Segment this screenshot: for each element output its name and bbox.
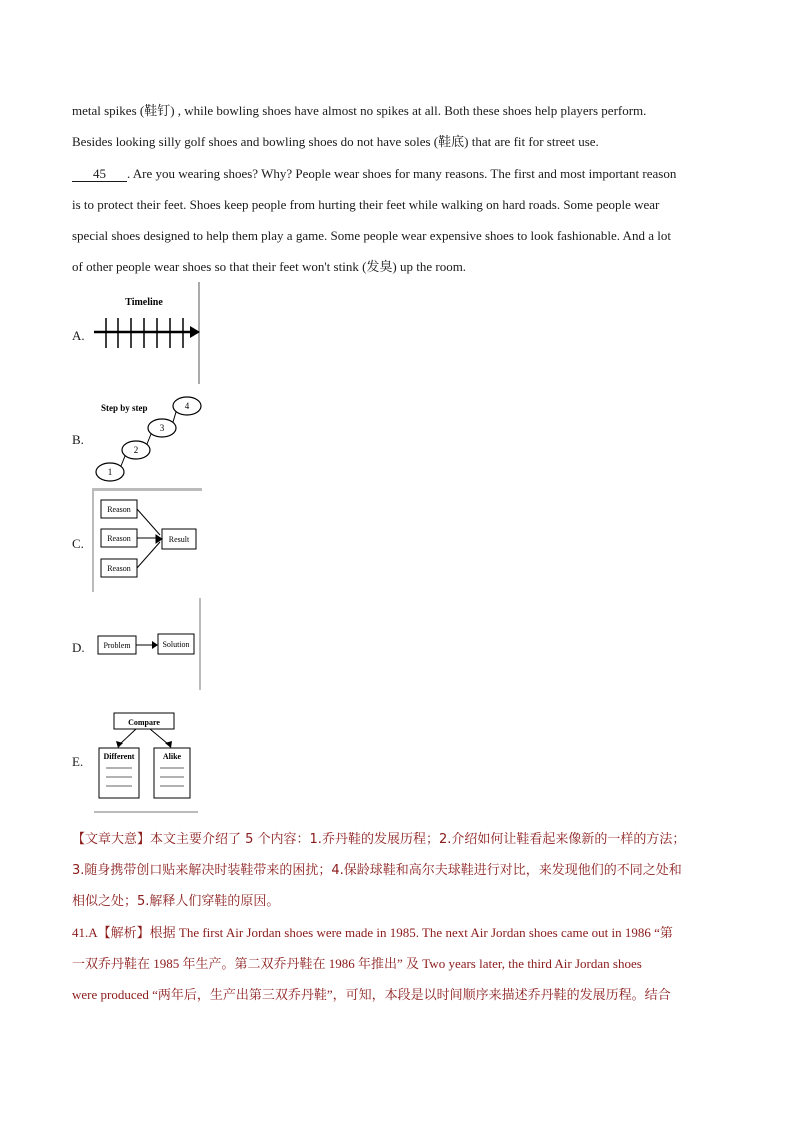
answer-line-3: were produced “两年后，生产出第三双乔丹鞋”，可知，本段是以时间顺序来描述乔丹鞋的发展历程。结合	[72, 987, 671, 1002]
step-4: 4	[184, 401, 190, 411]
passage-line-1: metal spikes (鞋钉) , while bowling shoes have almost no spikes at all. Both these shoes help players perform.	[72, 103, 647, 118]
answer-line-1: 41.A【解析】根据 The first Air Jordan shoes were made in 1985. The next Air Jordan shoes came out in 1986 “第	[72, 925, 673, 940]
compare-box: Compare	[128, 718, 160, 727]
passage-line-2: Besides looking silly golf shoes and bowling shoes do not have soles (鞋底) that are fit for street use.	[72, 134, 599, 149]
passage-line-3	[72, 158, 732, 189]
option-a-label: A.	[72, 328, 85, 343]
compare-diagram	[92, 704, 204, 816]
passage-line-4: is to protect their feet. Shoes keep people from hurting their feet while walking on hard roads. Some people wear	[72, 197, 660, 212]
result-box: Result	[168, 535, 190, 544]
summary-line-2: 3.随身携带创口贴来解决时装鞋带来的困扰；4.保龄球鞋和高尔夫球鞋进行对比，来发现他们的不同之处和	[72, 863, 682, 878]
option-b-label: B.	[72, 432, 84, 447]
reason-1: Reason	[107, 505, 131, 514]
option-c-label: C.	[72, 536, 84, 551]
option-d-label: D.	[72, 640, 85, 655]
reason-2: Reason	[107, 534, 131, 543]
passage-line-5: special shoes designed to help them play a game. Some people wear expensive shoes to look fashionable. And a lot	[72, 228, 671, 243]
timeline-title: Timeline	[125, 297, 163, 308]
summary-line-3: 相似之处；5.解释人们穿鞋的原因。	[72, 894, 280, 909]
reason-result-diagram	[92, 490, 204, 592]
different-box: Different	[103, 752, 135, 761]
step-by-step-diagram	[92, 388, 204, 490]
step-1: 1	[107, 467, 113, 477]
step-3: 3	[159, 423, 165, 433]
problem-box: Problem	[103, 641, 131, 650]
passage-line-3-text: . Are you wearing shoes? Why? People wear shoes for many reasons. The first and most important reason	[127, 166, 677, 181]
timeline-diagram	[92, 282, 202, 386]
step-title: Step by step	[101, 403, 148, 413]
option-e-label: E.	[72, 754, 84, 769]
reason-3: Reason	[107, 564, 131, 573]
step-2: 2	[133, 445, 139, 455]
passage-line-6: of other people wear shoes so that their feet won't stink (发臭) up the room.	[72, 259, 467, 274]
solution-box: Solution	[162, 640, 190, 649]
summary-line-1: 【文章大意】本文主要介绍了 5 个内容：1.乔丹鞋的发展历程；2.介绍如何让鞋看起来像新的一样的方法；	[72, 832, 686, 847]
problem-solution-diagram	[92, 598, 204, 692]
answer-line-2: 一双乔丹鞋在 1985 年生产。第二双乔丹鞋在 1986 年推出” 及 Two years later, the third Air Jordan shoes	[72, 956, 642, 971]
alike-box: Alike	[162, 752, 182, 761]
answer-blank: 45	[72, 167, 127, 182]
